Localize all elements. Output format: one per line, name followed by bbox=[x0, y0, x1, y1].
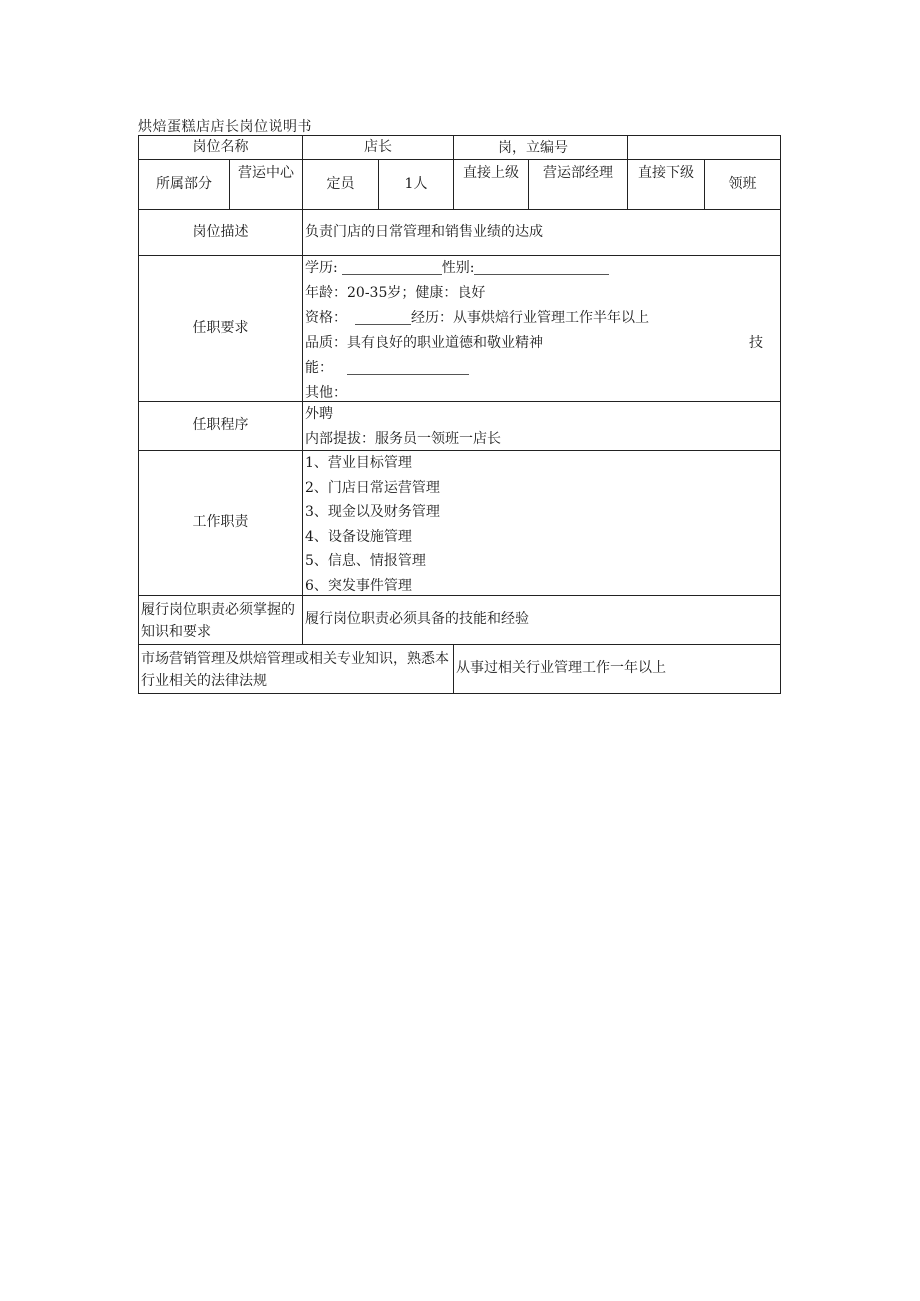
footer-left: 市场营销管理及烘焙管理或相关专业知识，熟悉本行业相关的法律法规 bbox=[138, 644, 454, 694]
other-line: 其他： bbox=[305, 385, 347, 401]
duty-item: 1、营业目标管理 bbox=[305, 455, 412, 471]
dept-label: 所属部分 bbox=[138, 159, 230, 210]
description-label: 岗位描述 bbox=[138, 209, 303, 256]
post-name-label: 岗位名称 bbox=[138, 135, 303, 160]
procedure-line-internal: 内部提拔：服务员一领班一店长 bbox=[305, 430, 501, 447]
dept-value: 营运中心 bbox=[229, 159, 303, 210]
subordinate-label: 直接下级 bbox=[627, 159, 705, 210]
duty-item: 4、设备设施管理 bbox=[305, 528, 412, 545]
duties-content bbox=[302, 450, 781, 596]
knowledge-label: 履行岗位职责必须掌握的知识和要求 bbox=[138, 595, 303, 645]
skill-line: 能： bbox=[305, 356, 778, 381]
superior-label: 直接上级 bbox=[453, 159, 529, 210]
age-health-line: 年龄：20-35岁；健康：良好 bbox=[305, 285, 486, 301]
qualification-experience-line: 资格： 经历：从事烘焙行业管理工作半年以上 bbox=[305, 310, 649, 326]
footer-right: 从事过相关行业管理工作一年以上 bbox=[453, 644, 781, 694]
description-value: 负责门店的日常管理和销售业绩的达成 bbox=[302, 209, 781, 256]
requirements-content bbox=[302, 255, 781, 402]
procedure-line-external: 外聘 bbox=[305, 406, 333, 422]
duties-label: 工作职责 bbox=[138, 450, 303, 596]
headcount-label: 定员 bbox=[302, 159, 379, 210]
gender-blank bbox=[474, 260, 609, 275]
skill-blank bbox=[347, 360, 469, 375]
requirements-label: 任职要求 bbox=[138, 255, 303, 402]
post-name-value: 店长 bbox=[302, 135, 454, 160]
post-id-label: 岗，立编号 bbox=[453, 135, 628, 160]
education-gender-line: 学历: 性别: bbox=[305, 256, 778, 281]
skill-label-part1: 技 bbox=[749, 335, 763, 351]
headcount-value: 1人 bbox=[378, 159, 454, 210]
duty-item: 5、信息、情报管理 bbox=[305, 553, 426, 569]
procedure-content bbox=[302, 401, 781, 451]
document-title: 烘焙蛋糕店店长岗位说明书 bbox=[138, 119, 312, 135]
duty-item: 3、现金以及财务管理 bbox=[305, 504, 440, 520]
duty-item: 6、突发事件管理 bbox=[305, 577, 412, 594]
quality-line: 品质：具有良好的职业道德和敬业精神 技 bbox=[305, 331, 778, 356]
procedure-label: 任职程序 bbox=[138, 401, 303, 451]
superior-value: 营运部经理 bbox=[528, 159, 628, 210]
duty-item: 2、门店日常运营管理 bbox=[305, 479, 440, 496]
knowledge-value: 履行岗位职责必须具备的技能和经验 bbox=[302, 595, 781, 645]
post-id-value bbox=[627, 135, 781, 160]
education-blank bbox=[342, 260, 442, 275]
qualification-blank bbox=[355, 310, 411, 325]
subordinate-value: 领班 bbox=[704, 159, 781, 210]
